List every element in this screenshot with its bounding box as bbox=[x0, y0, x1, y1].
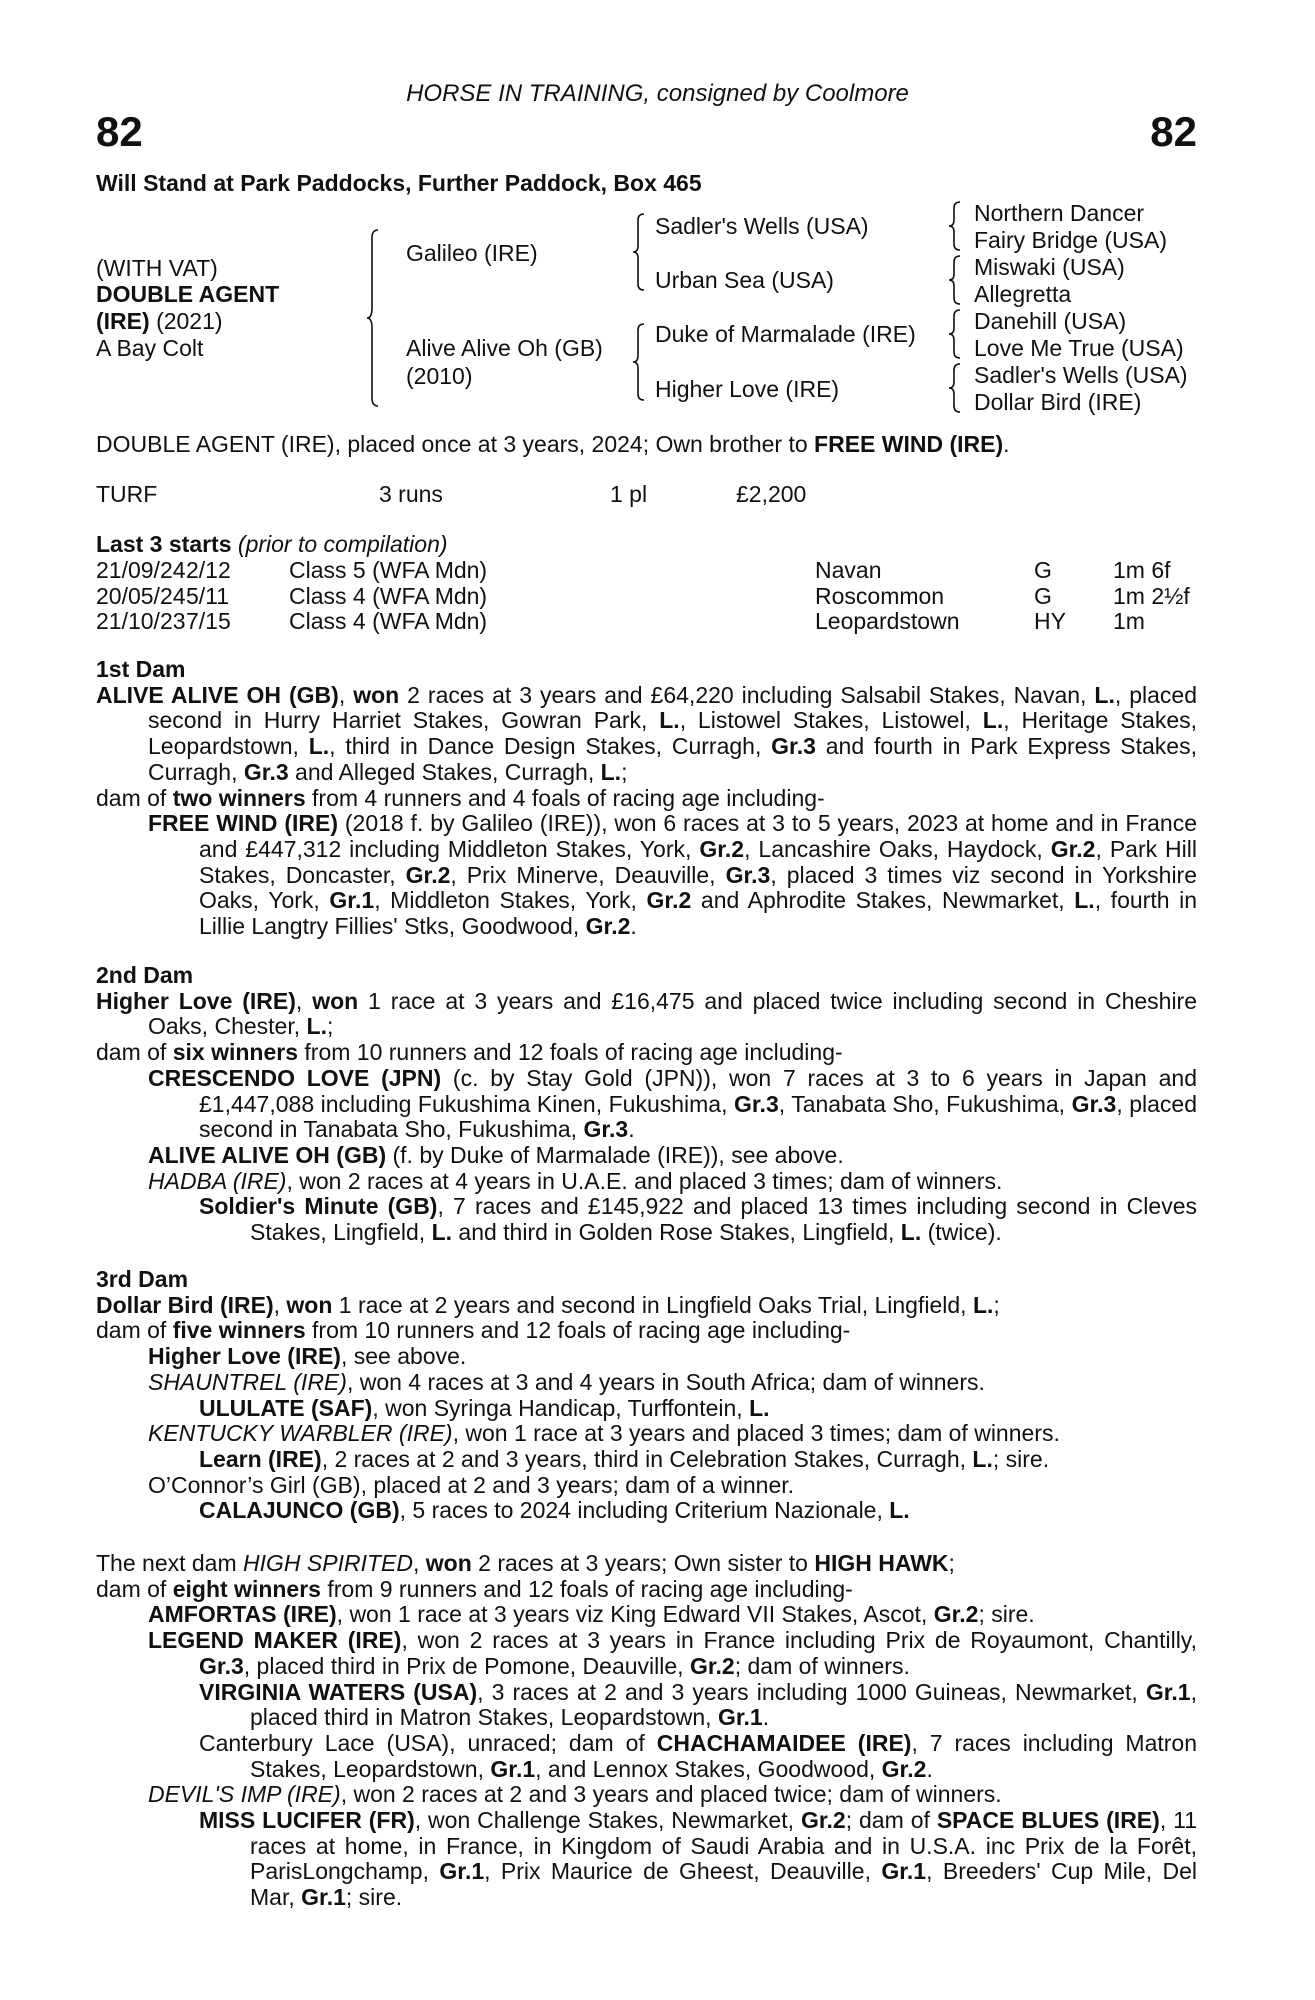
page-title: HORSE IN TRAINING, consigned by Coolmore bbox=[406, 80, 909, 107]
second-dam-section bbox=[96, 963, 1197, 1246]
bold-text: L. bbox=[889, 1497, 910, 1524]
start-going: HY bbox=[1034, 608, 1066, 635]
text: (2018 f. by Galileo (IRE)), won 6 races at 3 to 5 years, 2023 at home and in France and £447,312 including Middleton Stakes, York, bbox=[199, 810, 1197, 862]
brace-gen3-2 bbox=[948, 254, 962, 306]
bold-text: Gr.3 bbox=[733, 1090, 779, 1117]
start-class: Class 5 (WFA Mdn) bbox=[289, 557, 488, 583]
placings: 1 pl bbox=[610, 481, 648, 507]
bold-text: CRESCENDO LOVE (JPN) bbox=[148, 1064, 442, 1091]
text: ; bbox=[621, 758, 628, 785]
text: , and Lennox Stakes, Goodwood, bbox=[535, 1755, 882, 1782]
vat-note: (WITH VAT) bbox=[96, 255, 218, 281]
entry-paragraph bbox=[96, 1040, 1197, 1066]
start-going: G bbox=[1034, 557, 1052, 583]
brace-gen1 bbox=[366, 228, 382, 408]
text: , won Challenge Stakes, Newmarket, bbox=[414, 1807, 801, 1834]
text: 2 races at 3 years and £64,220 including Salsabil Stakes, Navan, bbox=[399, 681, 1095, 708]
bold-text: L. bbox=[600, 758, 622, 785]
bold-text: Higher Love (IRE) bbox=[148, 1343, 341, 1370]
entry-paragraph bbox=[96, 1808, 1197, 1911]
start-date: 21/10/23 bbox=[96, 608, 186, 635]
text: (twice). bbox=[921, 1219, 1002, 1246]
text: , bbox=[338, 681, 354, 708]
entry-paragraph bbox=[96, 1577, 1197, 1603]
last-starts-heading: Last 3 starts bbox=[96, 531, 232, 557]
text: , placed 3 times viz second in Yorkshire Oaks, York, bbox=[199, 861, 1198, 914]
text: , won 2 races at 3 years in France including Prix de Royaumont, Chantilly, bbox=[401, 1627, 1197, 1654]
text: , bbox=[295, 987, 313, 1014]
text: The next dam bbox=[96, 1550, 244, 1576]
bold-text: Gr.3 bbox=[725, 861, 771, 888]
text: ; bbox=[948, 1550, 955, 1576]
brace-gen3-1 bbox=[948, 200, 962, 252]
text: , won 4 races at 3 and 4 years in South Africa; dam of winners. bbox=[346, 1368, 985, 1395]
section-heading: 3rd Dam bbox=[96, 1266, 189, 1292]
sire: Galileo (IRE) bbox=[406, 240, 538, 266]
bold-text: Gr.2 bbox=[881, 1755, 927, 1782]
bold-text: L. bbox=[659, 707, 680, 734]
brace-gen3-3 bbox=[948, 308, 962, 360]
gen3-ancestor: Allegretta bbox=[974, 281, 1072, 307]
bold-text: CHACHAMAIDEE (IRE) bbox=[656, 1729, 912, 1756]
bold-text: FREE WIND (IRE) bbox=[148, 810, 339, 837]
start-going: G bbox=[1034, 582, 1052, 609]
entry-paragraph bbox=[96, 811, 1197, 940]
summary-line bbox=[96, 431, 1010, 458]
text: and Aphrodite Stakes, Newmarket, bbox=[691, 887, 1075, 914]
next-dam-section bbox=[96, 1551, 1197, 1911]
gen2-dam-sire: Duke of Marmalade (IRE) bbox=[655, 321, 916, 347]
start-pos: 7/15 bbox=[186, 608, 231, 635]
text: from 9 runners and 12 foals of racing age including- bbox=[320, 1575, 853, 1602]
italic-name: HADBA (IRE) bbox=[148, 1167, 287, 1194]
brace-gen2-top bbox=[632, 212, 646, 292]
bold-text: L. bbox=[900, 1219, 922, 1246]
bold-text: L. bbox=[1074, 887, 1095, 914]
brace-gen3-4 bbox=[948, 362, 962, 414]
bold-text: Gr.3 bbox=[771, 733, 816, 760]
bold-text: eight winners bbox=[172, 1575, 321, 1602]
text: , Heritage Stakes, Leopardstown, bbox=[148, 707, 1197, 760]
text: , 11 races at home, in France, in Kingdom of Saudi Arabia and in U.S.A. inc Prix de la Forêt, ParisLongchamp, bbox=[250, 1807, 1198, 1885]
stand-location: Will Stand at Park Paddocks, Further Paddock, Box 465 bbox=[96, 170, 702, 196]
text: Canterbury Lace (USA), unraced; dam of bbox=[199, 1729, 657, 1756]
entry-paragraph bbox=[96, 1143, 1197, 1169]
text: 1 race at 3 years and £16,475 and placed twice including second in Cheshire Oaks, Chester, bbox=[148, 987, 1198, 1040]
bold-text: Gr.2 bbox=[1050, 835, 1096, 862]
section-heading: 1st Dam bbox=[96, 656, 186, 682]
text: . bbox=[762, 1704, 770, 1731]
text: from 10 runners and 12 foals of racing age including- bbox=[298, 1039, 843, 1066]
italic-name: DEVIL'S IMP (IRE) bbox=[148, 1781, 341, 1808]
bold-text: Gr.1 bbox=[1145, 1678, 1191, 1705]
text: , won Syringa Handicap, Turffontein, bbox=[372, 1394, 750, 1421]
text: , won 1 race at 3 years and placed 3 times; dam of winners. bbox=[452, 1420, 1060, 1447]
last-starts-note: (prior to compilation) bbox=[237, 531, 448, 557]
bold-text: L. bbox=[431, 1219, 453, 1246]
text: , 7 races including Matron Stakes, Leopardstown, bbox=[250, 1729, 1198, 1782]
bold-text: Learn (IRE) bbox=[199, 1445, 322, 1472]
text: , Tanabata Sho, Fukushima, bbox=[778, 1090, 1072, 1117]
start-course: Roscommon bbox=[815, 582, 945, 609]
bold-text: VIRGINIA WATERS (USA) bbox=[199, 1678, 478, 1705]
text: , placed second in Hurry Harriet Stakes, Gowran Park, bbox=[148, 681, 1198, 734]
bold-text: Gr.3 bbox=[243, 758, 289, 785]
text: and third in Golden Rose Stakes, Lingfield, bbox=[452, 1219, 901, 1246]
text: , placed third in Prix de Pomone, Deauville, bbox=[243, 1652, 690, 1679]
gen3-ancestor: Danehill (USA) bbox=[974, 308, 1127, 334]
gen3-ancestor: Sadler's Wells (USA) bbox=[974, 362, 1188, 388]
summary-text: . bbox=[1003, 431, 1010, 457]
bold-text: Dollar Bird (IRE) bbox=[96, 1291, 274, 1318]
start-dist: 1m 6f bbox=[1113, 557, 1171, 583]
bold-text: Gr.1 bbox=[439, 1858, 485, 1885]
start-course: Navan bbox=[815, 557, 882, 583]
bold-text: six winners bbox=[172, 1039, 298, 1066]
entry-paragraph bbox=[96, 1344, 1197, 1370]
entry-paragraph bbox=[96, 1421, 1197, 1447]
bold-text: won bbox=[353, 681, 400, 708]
horse-description: A Bay Colt bbox=[96, 335, 204, 361]
bold-text: Gr.1 bbox=[329, 887, 375, 914]
text: , third in Dance Design Stakes, Curragh, bbox=[329, 733, 772, 760]
text: 2 races at 3 years; Own sister to bbox=[471, 1550, 815, 1576]
entry-paragraph bbox=[96, 1498, 1197, 1524]
start-date: 20/05/24 bbox=[96, 582, 186, 609]
bold-text: CALAJUNCO (GB) bbox=[199, 1497, 400, 1524]
gen3-ancestor: Dollar Bird (IRE) bbox=[974, 389, 1142, 415]
text: . bbox=[630, 913, 637, 940]
text: , won 1 race at 3 years viz King Edward VII Stakes, Ascot, bbox=[336, 1601, 934, 1628]
text: 1 race at 2 years and second in Lingfield Oaks Trial, Lingfield, bbox=[332, 1291, 973, 1318]
gen3-ancestor: Fairy Bridge (USA) bbox=[974, 227, 1167, 253]
text: , bbox=[413, 1550, 426, 1576]
text: . bbox=[926, 1755, 933, 1782]
bold-text: Gr.3 bbox=[583, 1116, 629, 1143]
brother-name: FREE WIND (IRE) bbox=[814, 431, 1004, 457]
first-dam-section bbox=[96, 657, 1197, 940]
bold-text: MISS LUCIFER (FR) bbox=[199, 1807, 415, 1834]
gen2-dam-dam: Higher Love (IRE) bbox=[655, 376, 840, 402]
text: , see above. bbox=[340, 1343, 467, 1370]
entry-paragraph bbox=[96, 989, 1197, 1040]
text: , Prix Maurice de Gheest, Deauville, bbox=[484, 1858, 882, 1885]
italic-name: SHAUNTREL (IRE) bbox=[148, 1368, 347, 1395]
text: , placed third in Matron Stakes, Leopardstown, bbox=[250, 1678, 1197, 1731]
text: , Breeders' Cup Mile, Del Mar, bbox=[250, 1858, 1197, 1911]
entry-paragraph bbox=[96, 1628, 1197, 1679]
text: from 4 runners and 4 foals of racing age including- bbox=[305, 784, 825, 811]
entry-paragraph bbox=[96, 1473, 1197, 1499]
bold-text: ULULATE (SAF) bbox=[199, 1394, 373, 1421]
bold-text: Soldier's Minute (GB) bbox=[199, 1193, 438, 1220]
entry-paragraph bbox=[96, 1370, 1197, 1396]
text: ; sire. bbox=[978, 1601, 1035, 1628]
dam-year: (2010) bbox=[406, 363, 473, 389]
entry-paragraph bbox=[96, 786, 1197, 812]
italic-name: HIGH SPIRITED bbox=[243, 1550, 413, 1576]
horse-year: (2021) bbox=[156, 308, 223, 334]
lot-number-left: 82 bbox=[96, 108, 143, 155]
bold-text: Gr.1 bbox=[490, 1755, 536, 1782]
start-course: Leopardstown bbox=[815, 608, 960, 635]
text: from 10 runners and 12 foals of racing age including- bbox=[305, 1317, 851, 1344]
horse-suffix: (IRE) bbox=[96, 308, 150, 334]
text: ; sire. bbox=[345, 1884, 403, 1911]
text: dam of bbox=[96, 1039, 173, 1066]
text: and Alleged Stakes, Curragh, bbox=[288, 758, 601, 785]
start-pos: 2/12 bbox=[186, 557, 231, 583]
bold-text: L. bbox=[308, 733, 330, 760]
italic-name: KENTUCKY WARBLER (IRE) bbox=[148, 1420, 453, 1447]
entry-paragraph bbox=[96, 683, 1197, 786]
entry-paragraph bbox=[96, 1602, 1197, 1628]
bold-text: L. bbox=[1094, 681, 1115, 708]
text: ; bbox=[993, 1291, 1000, 1318]
gen2-sire-sire: Sadler's Wells (USA) bbox=[655, 213, 869, 239]
surface: TURF bbox=[96, 481, 158, 507]
text: dam of bbox=[96, 1317, 173, 1344]
bold-text: Gr.1 bbox=[881, 1858, 927, 1885]
gen3-ancestor: Northern Dancer bbox=[974, 200, 1145, 226]
entry-paragraph bbox=[96, 1396, 1197, 1422]
bold-text: Gr.2 bbox=[646, 887, 692, 914]
bold-text: Gr.3 bbox=[199, 1652, 244, 1679]
text: ; bbox=[326, 1013, 334, 1040]
text: (f. by Duke of Marmalade (IRE)), see above. bbox=[386, 1141, 844, 1168]
text: , Middleton Stakes, York, bbox=[374, 887, 647, 914]
text: , Lancashire Oaks, Haydock, bbox=[744, 835, 1051, 862]
bold-text: Gr.2 bbox=[699, 835, 745, 862]
entry-paragraph bbox=[96, 1169, 1197, 1195]
text: O’Connor’s Girl (GB), placed at 2 and 3 years; dam of a winner. bbox=[148, 1471, 795, 1498]
bold-text: HIGH HAWK bbox=[814, 1550, 949, 1576]
start-dist: 1m bbox=[1113, 608, 1145, 635]
bold-text: LEGEND MAKER (IRE) bbox=[148, 1627, 402, 1654]
bold-text: Gr.1 bbox=[717, 1704, 763, 1731]
text: , 3 races at 2 and 3 years including 1000 Guineas, Newmarket, bbox=[477, 1678, 1146, 1705]
bold-text: Gr.2 bbox=[800, 1807, 846, 1834]
text: . bbox=[628, 1116, 635, 1143]
lot-number-right: 82 bbox=[1150, 108, 1197, 155]
horse-name: DOUBLE AGENT bbox=[96, 281, 280, 307]
bold-text: Gr.2 bbox=[689, 1652, 735, 1679]
start-dist: 1m 2½f bbox=[1113, 582, 1190, 609]
start-date: 21/09/24 bbox=[96, 557, 186, 583]
bold-text: L. bbox=[982, 707, 1004, 734]
bold-text: Higher Love (IRE) bbox=[96, 987, 296, 1014]
text: dam of bbox=[96, 1575, 173, 1602]
text: , won 2 races at 4 years in U.A.E. and placed 3 times; dam of winners. bbox=[286, 1167, 1003, 1194]
text: and fourth in Park Express Stakes, Curragh, bbox=[148, 733, 1197, 785]
entry-paragraph bbox=[96, 1782, 1197, 1808]
section-heading: 2nd Dam bbox=[96, 962, 194, 988]
bold-text: won bbox=[312, 987, 359, 1014]
start-pos: 5/11 bbox=[186, 582, 230, 609]
text: , 7 races and £145,922 and placed 13 times including second in Cleves Stakes, Lingfield, bbox=[250, 1193, 1197, 1246]
text: , 2 races at 2 and 3 years, third in Celebration Stakes, Curragh, bbox=[321, 1445, 973, 1472]
bold-text: won bbox=[425, 1550, 472, 1576]
gen3-ancestor: Miswaki (USA) bbox=[974, 254, 1125, 280]
text: , bbox=[273, 1291, 287, 1318]
bold-text: won bbox=[286, 1291, 333, 1318]
gen2-sire-dam: Urban Sea (USA) bbox=[655, 267, 834, 293]
bold-text: L. bbox=[306, 1013, 327, 1040]
entry-paragraph bbox=[96, 1318, 1197, 1344]
brace-gen2-bottom bbox=[632, 322, 646, 402]
entry-paragraph bbox=[96, 1680, 1197, 1731]
third-dam-section bbox=[96, 1267, 1197, 1524]
entry-paragraph bbox=[96, 1551, 1197, 1577]
text: dam of bbox=[96, 784, 173, 811]
bold-text: two winners bbox=[172, 784, 306, 811]
text: , 5 races to 2024 including Criterium Nazionale, bbox=[399, 1497, 890, 1524]
bold-text: L. bbox=[749, 1394, 770, 1421]
text: , Park Hill Stakes, Doncaster, bbox=[199, 835, 1197, 888]
entry-paragraph bbox=[96, 1447, 1197, 1473]
text: ; dam of winners. bbox=[734, 1652, 910, 1679]
bold-text: Gr.2 bbox=[585, 913, 631, 940]
text: ; sire. bbox=[992, 1445, 1050, 1472]
text: , Prix Minerve, Deauville, bbox=[450, 861, 726, 888]
text: ; dam of bbox=[845, 1807, 937, 1834]
earnings: £2,200 bbox=[736, 481, 807, 507]
bold-text: L. bbox=[972, 1445, 993, 1472]
summary-text: DOUBLE AGENT (IRE), placed once at 3 years, 2024; Own brother to bbox=[96, 431, 815, 457]
text: , Listowel Stakes, Listowel, bbox=[679, 707, 983, 734]
bold-text: Gr.2 bbox=[933, 1601, 979, 1628]
runs: 3 runs bbox=[379, 481, 443, 507]
text: , placed second in Tanabata Sho, Fukushima, bbox=[199, 1090, 1197, 1143]
bold-text: SPACE BLUES (IRE) bbox=[936, 1807, 1160, 1834]
bold-text: five winners bbox=[172, 1317, 306, 1344]
entry-paragraph bbox=[96, 1066, 1197, 1143]
bold-text: ALIVE ALIVE OH (GB) bbox=[148, 1141, 387, 1168]
start-class: Class 4 (WFA Mdn) bbox=[289, 608, 488, 635]
bold-text: AMFORTAS (IRE) bbox=[148, 1601, 337, 1628]
bold-text: Gr.2 bbox=[405, 861, 451, 888]
gen3-ancestor: Love Me True (USA) bbox=[974, 335, 1184, 361]
text: (c. by Stay Gold (JPN)), won 7 races at 3 to 6 years in Japan and £1,447,088 including Fukushima Kinen, Fukushima, bbox=[199, 1064, 1197, 1117]
entry-paragraph bbox=[96, 1293, 1197, 1319]
dam: Alive Alive Oh (GB) bbox=[406, 335, 603, 361]
text: , fourth in Lillie Langtry Fillies' Stks, Goodwood, bbox=[199, 887, 1197, 940]
start-class: Class 4 (WFA Mdn) bbox=[289, 582, 488, 609]
entry-paragraph bbox=[96, 1194, 1197, 1245]
bold-text: Gr.1 bbox=[301, 1884, 346, 1911]
bold-text: Gr.3 bbox=[1071, 1090, 1117, 1117]
text: , won 2 races at 2 and 3 years and placed twice; dam of winners. bbox=[340, 1781, 1002, 1808]
entry-paragraph bbox=[96, 1731, 1197, 1782]
bold-text: ALIVE ALIVE OH (GB) bbox=[96, 681, 339, 708]
bold-text: L. bbox=[972, 1291, 994, 1318]
